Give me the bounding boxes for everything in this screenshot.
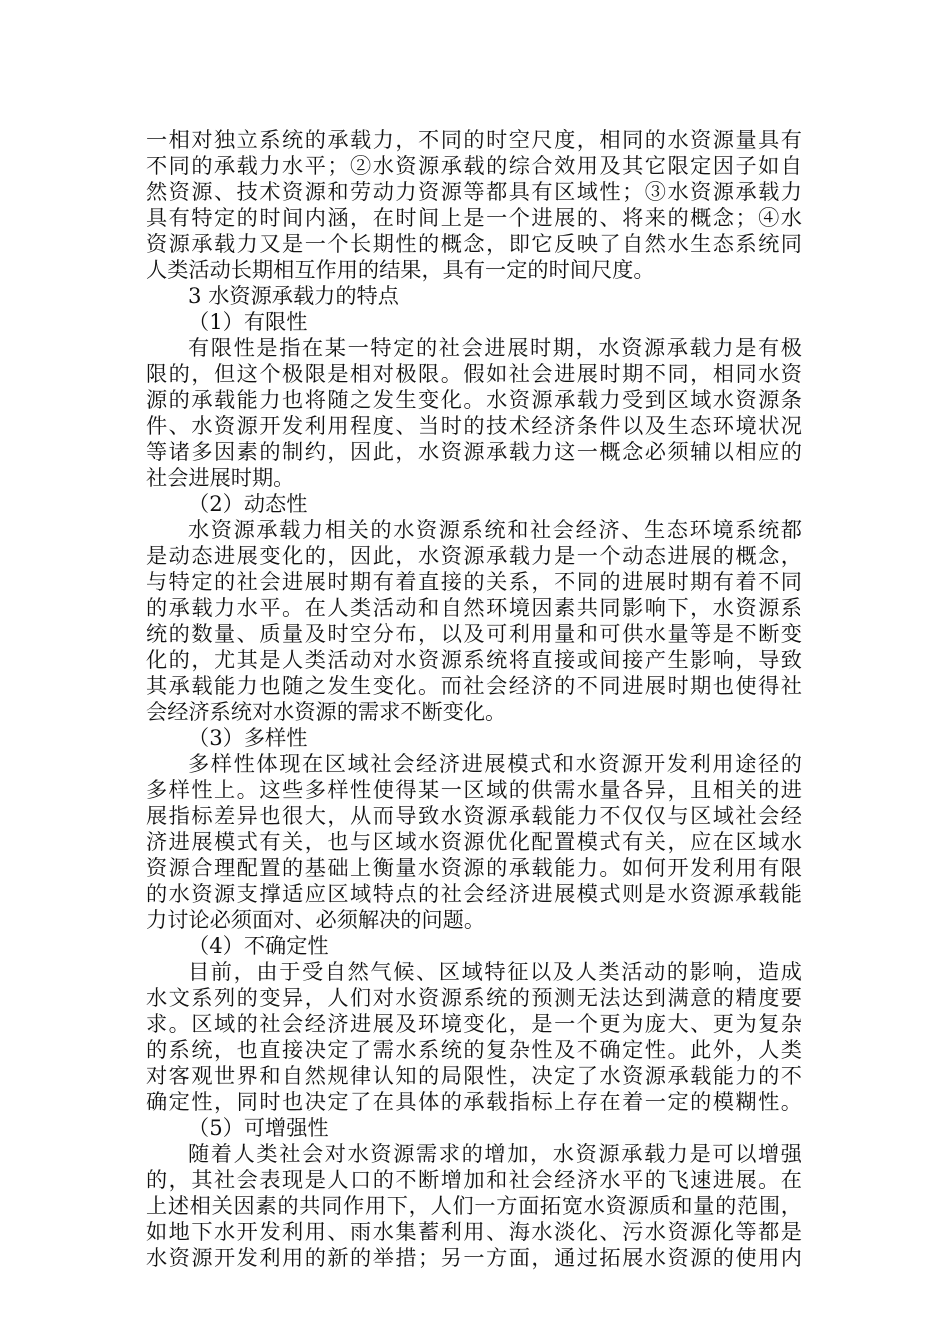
text-line: 对客观世界和自然规律认知的局限性，决定了水资源承载能力的不 (146, 1063, 802, 1088)
paragraph-first-line: 3 水资源承载力的特点 (188, 283, 399, 308)
document-body (146, 127, 802, 1271)
paragraph-first-line: （1）有限性 (188, 309, 308, 334)
text-line: 等诸多因素的制约，因此，水资源承载力这一概念必须辅以相应的 (146, 439, 802, 464)
text-line: 多样性上。这些多样性使得某一区域的供需水量各异，且相关的进 (146, 777, 802, 802)
text-line: 的承载力水平。在人类活动和自然环境因素共同影响下，水资源系 (146, 595, 802, 620)
text-line: 展指标差异也很大，从而导致水资源承载能力不仅仅与区域社会经 (146, 803, 802, 828)
text-line: 不同的承载力水平；②水资源承载的综合效用及其它限定因子如自 (146, 153, 802, 178)
text-line: 的，其社会表现是人口的不断增加和社会经济水平的飞速进展。在 (146, 1167, 802, 1192)
paragraph-first-line: 目前，由于受自然气候、区域特征以及人类活动的影响，造成 (188, 959, 802, 984)
paragraph-first-line: （3）多样性 (188, 725, 308, 750)
text-line: 其承载能力也随之发生变化。而社会经济的不同进展时期也使得社 (146, 673, 802, 698)
text-line: 水资源开发利用的新的举措；另一方面，通过拓展水资源的使用内 (146, 1245, 802, 1270)
text-line: 限的，但这个极限是相对极限。假如社会进展时期不同，相同水资 (146, 361, 802, 386)
text-line: 具有特定的时间内涵，在时间上是一个进展的、将来的概念；④水 (146, 205, 802, 230)
paragraph-first-line: 多样性体现在区域社会经济进展模式和水资源开发利用途径的 (188, 751, 802, 776)
text-line: 社会进展时期。 (146, 465, 295, 490)
paragraph-first-line: （5）可增强性 (188, 1115, 329, 1140)
text-line: 的水资源支撑适应区域特点的社会经济进展模式则是水资源承载能 (146, 881, 802, 906)
text-line: 水文系列的变异，人们对水资源系统的预测无法达到满意的精度要 (146, 985, 802, 1010)
text-line: 件、水资源开发利用程度、当时的技术经济条件以及生态环境状况 (146, 413, 802, 438)
text-line: 资源承载力又是一个长期性的概念，即它反映了自然水生态系统同 (146, 231, 802, 256)
text-line: 一相对独立系统的承载力，不同的时空尺度，相同的水资源量具有 (146, 127, 802, 152)
paragraph-first-line: （4）不确定性 (188, 933, 329, 958)
text-line: 会经济系统对水资源的需求不断变化。 (146, 699, 507, 724)
text-line: 源的承载能力也将随之发生变化。水资源承载力受到区域水资源条 (146, 387, 802, 412)
paragraph-first-line: 有限性是指在某一特定的社会进展时期，水资源承载力是有极 (188, 335, 802, 360)
text-line: 化的，尤其是人类活动对水资源系统将直接或间接产生影响，导致 (146, 647, 802, 672)
text-line: 求。区域的社会经济进展及环境变化，是一个更为庞大、更为复杂 (146, 1011, 802, 1036)
text-line: 统的数量、质量及时空分布，以及可利用量和可供水量等是不断变 (146, 621, 802, 646)
text-line: 上述相关因素的共同作用下，人们一方面拓宽水资源质和量的范围， (146, 1193, 802, 1218)
text-line: 济进展模式有关，也与区域水资源优化配置模式有关，应在区域水 (146, 829, 802, 854)
paragraph-first-line: 随着人类社会对水资源需求的增加，水资源承载力是可以增强 (188, 1141, 802, 1166)
paragraph-first-line: （2）动态性 (188, 491, 308, 516)
text-line: 与特定的社会进展时期有着直接的关系，不同的进展时期有着不同 (146, 569, 802, 594)
text-line: 确定性，同时也决定了在具体的承载指标上存在着一定的模糊性。 (146, 1089, 802, 1114)
text-line: 人类活动长期相互作用的结果，具有一定的时间尺度。 (146, 257, 655, 282)
text-line: 资源合理配置的基础上衡量水资源的承载能力。如何开发利用有限 (146, 855, 802, 880)
text-line: 如地下水开发利用、雨水集蓄利用、海水淡化、污水资源化等都是 (146, 1219, 802, 1244)
text-line: 的系统，也直接决定了需水系统的复杂性及不确定性。此外，人类 (146, 1037, 802, 1062)
text-line: 然资源、技术资源和劳动力资源等都具有区域性；③水资源承载力 (146, 179, 802, 204)
paragraph-first-line: 水资源承载力相关的水资源系统和社会经济、生态环境系统都 (188, 517, 802, 542)
text-line: 是动态进展变化的，因此，水资源承载力是一个动态进展的概念， (146, 543, 802, 568)
text-line: 力讨论必须面对、必须解决的问题。 (146, 907, 486, 932)
